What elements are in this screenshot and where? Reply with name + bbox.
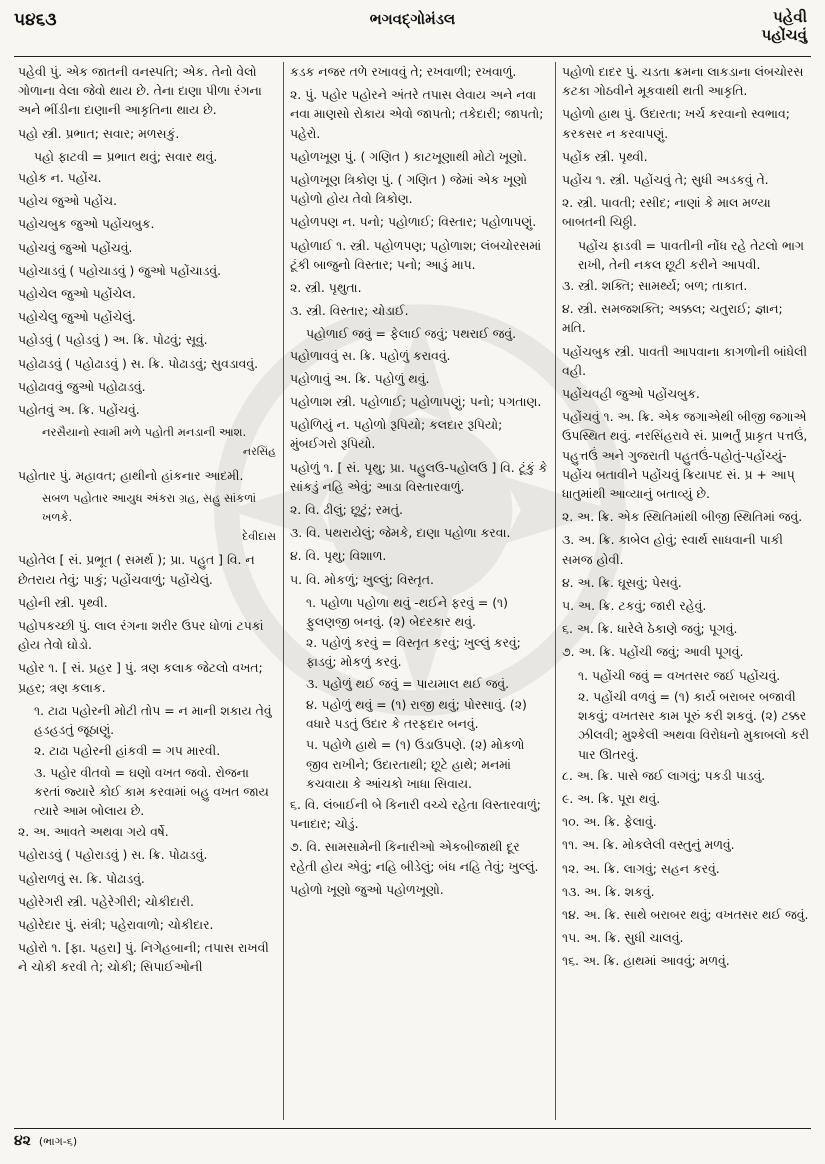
idiom-entry: ૪. પહોળું થવું = (૧) રાજી થવું; પોરસાવું. (૨) વધારે પડતું ઉદાર કે તરફદાર બનવું.: [306, 696, 527, 732]
dictionary-entry: પહોરો ૧. [ફા. પહરા] પું. નિગેહબાની; તપાસ રાખવી ને ચોકી કરવી તે; ચોકી; સિપાઈઓની: [18, 940, 269, 975]
dictionary-entry: પહોળખૂણ પું. ( ગણિત ) કાટખૂણાથી મોટો ખૂણો.: [290, 148, 527, 164]
dictionary-entry: પહોંક સ્ત્રી. પૃથ્વી.: [562, 148, 648, 164]
dictionary-entry: પહો સ્ત્રી. પ્રભાત; સવાર; મળસકું.: [18, 125, 180, 141]
dictionary-entry: ૧૪. અ. ક્રિ. સાથે બરાબર થવું; વખતસર થઈ જવું.: [562, 906, 809, 922]
dictionary-entry: પહોરાળવું સ. ક્રિ. પોઢાડવું.: [18, 870, 145, 886]
dictionary-entry: ૧૨. અ. ક્રિ. લાગવું; સહન કરવું.: [562, 860, 720, 876]
dictionary-entry: પહોળાવું અ. ક્રિ. પહોળું થવું.: [290, 370, 430, 386]
dictionary-entry: પહોળખૂણ ત્રિકોણ પું. ( ગણિત ) જેમાં એક ખૂણો પહોળો હોય તેવો ત્રિકોણ.: [290, 172, 528, 207]
dictionary-entry: પહોતેલ [ સં. પ્રભૂત ( સમર્થ ); પ્રા. પહુત ] વિ. ન છેતરાય તેવું; પાકું; પહોંચવાળું; પહોંચેલું.: [18, 552, 255, 587]
dictionary-entry: ૧૦. અ. ક્રિ. ફેલાવું.: [562, 814, 657, 830]
dictionary-entry: પહોઢાડવું ( પહોઢાડવું ) સ. ક્રિ. પોઢાડવું; સુવડાવવું.: [18, 355, 259, 371]
dictionary-entry: પહોક ન. પહોંચ.: [18, 170, 102, 186]
header-rule: [14, 56, 811, 57]
idiom-entry: ૨. પહોળું કરવું = વિસ્તૃત કરવું; ખુલ્લું કરવું; ફાડવું; મોકળું કરવું.: [306, 635, 521, 670]
page-footer: [14, 1133, 77, 1149]
dictionary-title: ભગવદ્ગોમંડલ: [369, 10, 456, 28]
column-divider: [283, 62, 284, 1120]
dictionary-entry: ૨. વિ. ઢીલું; છૂટું; રમતું.: [290, 502, 403, 518]
dictionary-entry: પહોળાશ સ્ત્રી. પહોળાઈ; પહોળાપણું; પનો; પગતાણ.: [290, 394, 542, 410]
dictionary-entry: પહોળાવવું સ. ક્રિ. પહોળું કરાવવું.: [290, 347, 451, 363]
dictionary-entry: પહોળું ૧. [ સં. પૃથુ; પ્રા. પહુલઉ-પહોલઉ ] વિ. ટૂંકું કે સાંકડું નહિ એવું; આડા વિસ્તારવાળું.: [290, 459, 548, 494]
footer-rule: [14, 1128, 811, 1129]
dictionary-entry: ૫. અ. ક્રિ. ટકવું; જારી રહેવું.: [562, 598, 707, 614]
column-2: [290, 62, 548, 1122]
dictionary-entry: ૩. વિ. પથરાયેલું; જેમકે, દાણા પહોળા કરવા.: [290, 525, 511, 541]
dictionary-entry: પહોરેદાર પું. સંત્રી; પહેરાવાળો; ચોકીદાર.: [18, 916, 214, 932]
dictionary-entry: પહોંચ ૧. સ્ત્રી. પહોંચવું તે; સુધી અડકવું તે.: [562, 172, 769, 188]
guide-word-first: પહેવી: [772, 8, 807, 26]
guide-word-last: પહોંચવું: [761, 26, 807, 44]
column-3: [562, 62, 810, 1122]
dictionary-entry: પહોંચવું ૧. અ. ક્રિ. એક જગાએથી બીજી જગાએ ઉપસ્થિત થવું. નરસિંહરાવે સં. પ્રાભર્તું પ્રાકૃત પત્તઉં, પહુત્તઉં અને ગુજરાતી પહુતઉં-પહોતું-પહોંચ્યું-પહોંચ બતાવીને પહોંચવું ક્રિયાપદ સં. પ્ર + આપ્ ધાતુમાંથી આવ્યાનું બતાવ્યું છે.: [562, 409, 808, 502]
dictionary-entry: ૩. અ. ક્રિ. કાબેલ હોવું; સ્વાર્થ સાધવાની પાકી સમજ હોવી.: [562, 532, 783, 567]
footer-page-number: ૪૨: [14, 1133, 31, 1149]
dictionary-entry: ૭. વિ. સામસામેની કિનારીઓ એકબીજાથી દૂર રહેતી હોય એવું; નહિ બીડેલું; બંધ નહિ તેવું; ખુલ્લું.: [290, 839, 539, 874]
page-header: [0, 0, 825, 56]
idiom-entry: પહો ફાટવી = પ્રભાત થવું; સવાર થવું.: [34, 148, 218, 164]
dictionary-entry: પહોળો હાથ પું. ઉદારતા; ખર્ચ કરવાનો સ્વભાવ; કરકસર ન કરવાપણું.: [562, 106, 790, 141]
dictionary-entry: પહોરેગરી સ્ત્રી. પહેરેગીરી; ચોકીદારી.: [18, 893, 194, 909]
idiom-entry: ૨. પહોંચી વળવું = (૧) કાર્ય બરાબર બજાવી શકવું; વખતસર કામ પૂરું કરી શકવું. (૨) ટક્કર ઝીલવી; મુશ્કેલી અથવા વિરોધનો મુકાબલો કરી પાર ઊતરવું.: [578, 688, 810, 762]
idiom-entry: ૨. ટાઢા પહોરની હાંકવી = ગપ મારવી.: [34, 743, 221, 759]
dictionary-entry: ૪. વિ. પૃથુ; વિશાળ.: [290, 548, 387, 564]
idiom-entry: ૫. પહોળે હાથે = (૧) ઉડાઉપણે. (૨) મોકળો જીવ રાખીને; ઉદારતાથી; છૂટે હાથે; મનમાં કચવાયા કે આંચકો ખાધા સિવાય.: [306, 737, 525, 791]
dictionary-entry: ૨. સ્ત્રી. પૃથુતા.: [290, 280, 362, 296]
dictionary-entry: ૯. અ. ક્રિ. પૂરા થવું.: [562, 790, 661, 806]
dictionary-entry: પહોની સ્ત્રી. પૃથ્વી.: [18, 594, 108, 610]
dictionary-entry: ૧૧. અ. ક્રિ. મોકલેલી વસ્તુનું મળવું.: [562, 837, 735, 853]
dictionary-entry: ૮. અ. ક્રિ. પાસે જઈ લાગવું; પકડી પાડવું.: [562, 767, 766, 783]
dictionary-entry: ૧૫. અ. ક્રિ. સુધી ચાલવું.: [562, 930, 684, 946]
footer-volume: (ભાગ-૬): [38, 1135, 78, 1148]
dictionary-entry: ૪. સ્ત્રી. સમજશક્તિ; અક્કલ; ચતુરાઈ; જ્ઞાન; મતિ.: [562, 301, 783, 336]
dictionary-entry: પહોંચવહી જુઓ પહોંચબુક.: [562, 386, 700, 402]
idiom-entry: ૩. પહોળું થઈ જવું = પાયમાલ થઈ જવું.: [306, 675, 510, 691]
dictionary-entry: પહોપકચ્છી પું. લાલ રંગના શરીર ઉપર ધોળાં ટપકાં હોય તેવો ઘોડો.: [18, 618, 264, 653]
dictionary-entry: ૨. અ. ક્રિ. એક સ્થિતિમાંથી બીજી સ્થિતિમાં જવું.: [562, 509, 803, 525]
dictionary-entry: ૪. અ. ક્રિ. ઘૂસવું; પેસવું.: [562, 574, 682, 590]
dictionary-entry: પહેવી પું. એક જાતની વનસ્પતિ; એક. તેનો વેલો ગોળાના વેલા જેવો થાય છે. તેના દાણા પીળા રંગના અને ભીંડીના દાણાની આકૃતિના થાય છે.: [18, 64, 262, 118]
dictionary-entry: ૬. વિ. લંબાઈની બે કિનારી વચ્ચે રહેતા વિસ્તારવાળું; પનાદાર; ચોડું.: [290, 796, 541, 832]
dictionary-entry: કડક નજર તળે રખાવવું તે; રખવાળી; રખવાળું.: [290, 64, 517, 79]
dictionary-entry: પહોચાડવું ( પહોચાડવું ) જુઓ પહોંચાડવું.: [18, 262, 222, 278]
idiom-entry: ૧. પહોળા પહોળા થવું -થઈને ફરવું = (૧) ફુલણજી બનવું. (૨) બેદરકાર થવું.: [306, 594, 508, 630]
dictionary-entry: પહોચબુક જુઓ પહોંચબુક.: [18, 216, 155, 232]
dictionary-entry: ૨. સ્ત્રી. પાવતી; રસીદ; નાણાં કે માલ મળ્યા બાબતની ચિઠ્ઠી.: [562, 195, 771, 230]
dictionary-entry: પહોંચબુક સ્ત્રી. પાવતી આપવાના કાગળોની બાંધેલી વહી.: [562, 343, 808, 378]
dictionary-entry: પહોચેલુ જુઓ પહોંચેલું.: [18, 309, 136, 325]
dictionary-entry: ૩. સ્ત્રી. વિસ્તાર; ચોડાઈ.: [290, 303, 409, 319]
dictionary-entry: ૨. અ. આવતે અથવા ગયે વર્ષે.: [18, 824, 169, 840]
dictionary-entry: ૬. અ. ક્રિ. ધારેલે ઠેકાણે જવું; પૂગવું.: [562, 621, 738, 637]
idiom-entry: પહોંચ ફાડવી = પાવતીની નોંધ રહે તેટલો ભાગ રાખી, તેની નકલ છૂટી કરીને આપવી.: [578, 237, 804, 272]
idiom-entry: ૧. પહોંચી જવું = વખતસર જઈ પહોંચવું.: [578, 667, 781, 683]
column-1: [18, 62, 276, 1122]
dictionary-entry: ૧૩. અ. ક્રિ. શકવું.: [562, 883, 655, 899]
dictionary-entry: ૩. સ્ત્રી. શક્તિ; સામર્થ્ય; બળ; તાકાત.: [562, 278, 748, 294]
dictionary-entry: પહોળો ખૂણો જુઓ પહોળખૂણો.: [290, 881, 444, 897]
dictionary-entry: પહોતાર પું. મહાવત; હાથીનો હાંકનાર આદમી.: [18, 467, 244, 483]
idiom-entry: ૩. પહોર વીતવો = ઘણો વખત જવો. રોજના કરતાં જ્યારે કોઈ કામ કરવામાં બહુ વખત જાય ત્યારે આમ બોલાય છે.: [34, 764, 269, 818]
guide-words: [762, 8, 808, 44]
dictionary-entry: ૨. પું. પહોર પહોરને અંતરે તપાસ લેવાય અને નવા નવા માણસો રોકાય એવો જાપતો; તકેદારી; જાપતો; પહેરો.: [290, 87, 544, 141]
dictionary-entry: પહોળિયું ન. પહોળો રૂપિયો; કલદાર રૂપિયો; મુંબઈગરો રૂપિયો.: [290, 417, 503, 452]
quotation: નરસૈયાનો સ્વામી મળે પહોતી મનડાની આશ.: [42, 425, 247, 440]
column-divider: [555, 62, 556, 1120]
dictionary-entry: પહોળપણ ન. પનો; પહોળાઈ; વિસ્તાર; પહોળાપણું.: [290, 214, 537, 230]
quotation: સબળ પહોતાર આયુધ અંકરા ગ્રહ, સહુ સાંકળાં ખળકે.: [42, 490, 257, 525]
dictionary-entry: પહોર ૧. [ સં. પ્રહર ] પું. ત્રણ કલાક જેટલો વખત; પ્રહર; ત્રણ કલાક.: [18, 660, 263, 695]
dictionary-entry: ૧૬. અ. ક્રિ. હાથમાં આવવું; મળવું.: [562, 953, 730, 969]
dictionary-entry: પહોરાડવું ( પહોરાડવું ) સ. ક્રિ. પોઢાડવું.: [18, 847, 208, 863]
dictionary-entry: પહોચેલ જુઓ પહોંચેલ.: [18, 286, 136, 302]
dictionary-entry: પહોળો દાદર પું. ચડતા ક્રમના લાકડાના લંબચોરસ કટકા ગોઠવીને મૂકવાથી થતી આકૃતિ.: [562, 64, 804, 99]
quotation-author: નરસિંહ: [242, 445, 276, 459]
dictionary-entry: પહોડવું ( પહોડવું ) અ. ક્રિ. પોઢવું; સૂવું.: [18, 332, 208, 348]
dictionary-entry: પહોચવું જુઓ પહોંચવું.: [18, 239, 133, 255]
dictionary-entry: ૭. અ. ક્રિ. પહોંચી જવું; આવી પૂગવું.: [562, 644, 744, 660]
quotation-author: દેવીદાસ: [242, 530, 276, 544]
dictionary-entry: પહોઢાવવું જુઓ પહોઢાડવું.: [18, 378, 146, 394]
dictionary-entry: પહોળાઈ ૧. સ્ત્રી. પહોળપણ; પહોળાશ; લંબચોરસમાં ટૂંકી બાજુનો વિસ્તાર; પનો; આડું માપ.: [290, 237, 542, 272]
dictionary-entry: પહોતવું અ. ક્રિ. પહોંચવું.: [18, 402, 140, 418]
dictionary-entry: ૫. વિ. મોકળું; ખુલ્લું; વિસ્તૃત.: [290, 571, 434, 587]
page-number: ૫૪૬૩: [14, 10, 57, 30]
idiom-entry: પહોળાઈ જવું = ફેલાઈ જવું; પથરાઈ જવું.: [306, 326, 517, 342]
dictionary-entry: પહોચ જુઓ પહોંચ.: [18, 193, 118, 209]
idiom-entry: ૧. ટાઢા પહોરની મોટી તોપ = ન માની શકાય તેવું હડહડતું જૂઠાણું.: [34, 702, 272, 738]
